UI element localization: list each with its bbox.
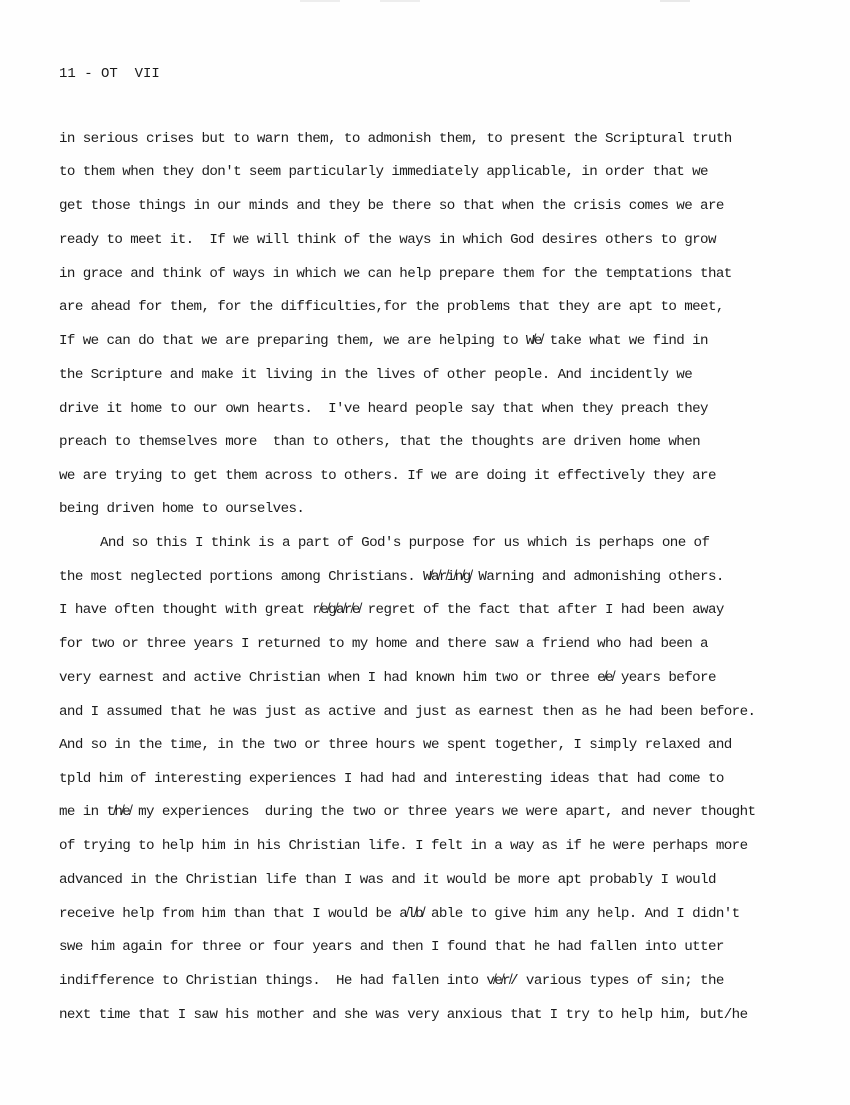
text-line: very earnest and active Christian when I had known him two or three e̸e̸ years before [59, 670, 716, 686]
text-line: in serious crises but to warn them, to admonish them, to present the Scriptural truth [59, 131, 732, 147]
text-line: are ahead for them, for the difficulties,for the problems that they are apt to meet, [59, 299, 724, 315]
text-line: the Scripture and make it living in the lives of other people. And incidently we [59, 367, 693, 383]
text-line: get those things in our minds and they be there so that when the crisis comes we are [59, 198, 724, 214]
text-line: the most neglected portions among Christians. W̸a̸r̸i̸n̸g̸ Warning and admonishing others. [59, 569, 724, 585]
scan-edge-marks [0, 0, 850, 6]
text-line: next time that I saw his mother and she was very anxious that I try to help him, but/he [59, 1007, 748, 1023]
text-line: receive help from him than that I would be a̸l̸b̸ able to give him any help. And I didn't [59, 906, 740, 922]
paragraph-start-line: And so this I think is a part of God's purpose for us which is perhaps one of [100, 535, 710, 551]
text-line: I have often thought with great r̸e̸g̸a̸r̸e̸ regret of the fact that after I had been away [59, 602, 724, 618]
text-line: tpld him of interesting experiences I had had and interesting ideas that had come to [59, 771, 724, 787]
page-header: 11 - OT VII [59, 66, 160, 82]
text-line: being driven home to ourselves. [59, 501, 305, 517]
text-line: If we can do that we are preparing them, we are helping to W̸e̸ take what we find in [59, 333, 708, 349]
text-line: we are trying to get them across to others. If we are doing it effectively they are [59, 468, 716, 484]
text-line: preach to themselves more than to others, that the thoughts are driven home when [59, 434, 701, 450]
text-line: in grace and think of ways in which we can help prepare them for the temptations that [59, 266, 732, 282]
text-line: and I assumed that he was just as active and just as earnest then as he had been before. [59, 704, 756, 720]
text-line: me in t̸h̸e̸ my experiences during the two or three years we were apart, and never thought [59, 804, 756, 820]
text-line: of trying to help him in his Christian life. I felt in a way as if he were perhaps more [59, 838, 748, 854]
text-line: And so in the time, in the two or three hours we spent together, I simply relaxed and [59, 737, 732, 753]
text-line: drive it home to our own hearts. I've heard people say that when they preach they [59, 401, 708, 417]
text-line: advanced in the Christian life than I was and it would be more apt probably I would [59, 872, 716, 888]
text-line: indifference to Christian things. He had fallen into v̸e̸r̸/ various types of sin; the [59, 973, 724, 989]
text-line: for two or three years I returned to my home and there saw a friend who had been a [59, 636, 708, 652]
text-line: ready to meet it. If we will think of the ways in which God desires others to grow [59, 232, 716, 248]
text-line: swe him again for three or four years and then I found that he had fallen into utter [59, 939, 724, 955]
text-line: to them when they don't seem particularly immediately applicable, in order that we [59, 164, 708, 180]
